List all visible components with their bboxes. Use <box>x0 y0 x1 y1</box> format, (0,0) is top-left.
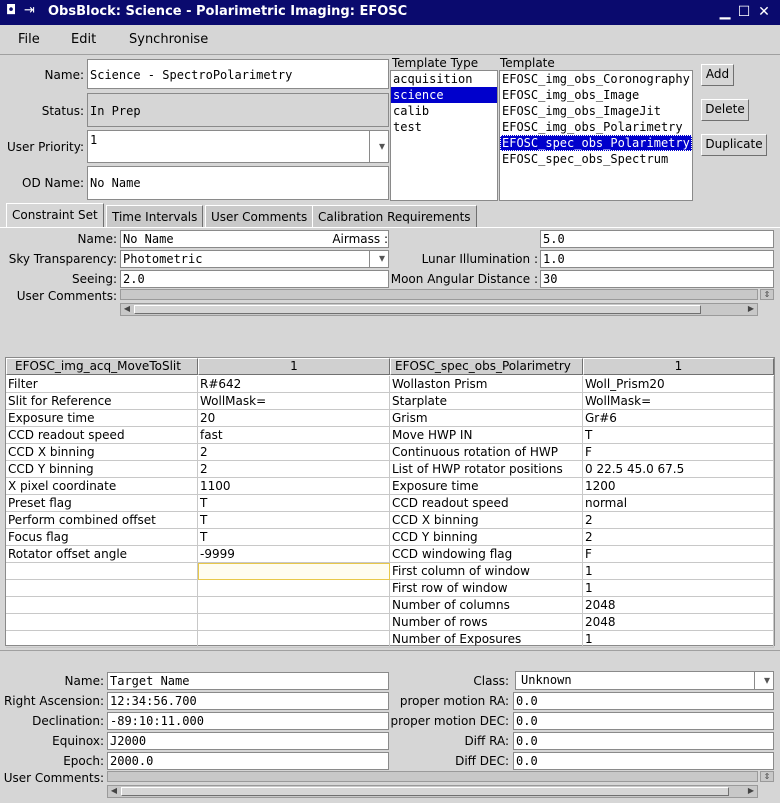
table-cell-value[interactable]: T <box>198 529 390 546</box>
table-cell-parameter: CCD windowing flag <box>390 546 583 563</box>
target-comments-scrollbar[interactable] <box>107 785 758 798</box>
table-cell-parameter: Wollaston Prism <box>390 376 583 393</box>
table-cell-parameter: Move HWP IN <box>390 427 583 444</box>
scroll-updown-icon[interactable]: ⇕ <box>760 771 774 782</box>
constraint-comments-area[interactable] <box>120 289 758 300</box>
menu-bar <box>0 25 780 55</box>
table-cell-value[interactable]: WollMask= <box>198 393 390 410</box>
template-parameter-table <box>5 357 775 646</box>
table-cell-parameter <box>6 563 198 580</box>
equinox-label: Equinox: <box>52 734 104 748</box>
table-cell-value[interactable]: F <box>583 444 774 461</box>
od-name-label: OD Name: <box>22 176 84 190</box>
template-type-item-selected[interactable]: science <box>391 87 497 103</box>
constraint-comments-label: User Comments: <box>16 289 117 303</box>
target-comments-area[interactable] <box>107 771 758 782</box>
title-bar[interactable] <box>0 0 780 25</box>
user-priority-label: User Priority: <box>6 140 84 154</box>
template-type-item[interactable]: acquisition <box>393 72 473 86</box>
right-template-count[interactable]: 1 <box>583 358 774 375</box>
target-name-label: Name: <box>64 674 104 688</box>
od-name-field[interactable]: No Name <box>87 166 389 200</box>
template-header: Template <box>500 56 555 70</box>
table-cell-value[interactable]: Gr#6 <box>583 410 774 427</box>
tab-calibration-requirements[interactable]: Calibration Requirements <box>312 205 477 227</box>
table-cell-parameter: CCD X binning <box>390 512 583 529</box>
table-cell-parameter: Number of rows <box>390 614 583 631</box>
declination-label: Declination: <box>32 714 104 728</box>
table-cell-value[interactable]: -9999 <box>198 546 390 563</box>
table-cell-value[interactable]: normal <box>583 495 774 512</box>
table-cell-value[interactable] <box>198 597 390 614</box>
proper-motion-dec-label: proper motion DEC: <box>390 714 509 728</box>
status-field: In Prep <box>87 93 389 127</box>
window-menu-icon[interactable]: ◘ <box>6 3 17 18</box>
table-cell-parameter <box>6 580 198 597</box>
epoch-field[interactable]: 2000.0 <box>107 752 389 770</box>
table-cell-value[interactable]: 2 <box>198 444 390 461</box>
template-list[interactable] <box>499 70 693 201</box>
scroll-right-icon[interactable]: ▶ <box>747 304 755 313</box>
menu-file[interactable]: File <box>18 32 40 47</box>
table-cell-value[interactable]: F <box>583 546 774 563</box>
template-type-list[interactable] <box>390 70 498 201</box>
right-ascension-field[interactable]: 12:34:56.700 <box>107 692 389 710</box>
table-cell-value[interactable]: 2 <box>583 529 774 546</box>
constraint-name-field[interactable]: No Name <box>120 230 389 248</box>
target-name-field[interactable]: Target Name <box>107 672 389 690</box>
table-cell-parameter: Slit for Reference <box>6 393 198 410</box>
table-cell-parameter: List of HWP rotator positions <box>390 461 583 478</box>
arrow-icon[interactable]: ⇥ <box>24 3 35 18</box>
sky-transparency-value: Photometric <box>123 252 203 266</box>
table-cell-parameter: Number of Exposures <box>390 631 583 648</box>
constraint-comments-scrollbar[interactable] <box>120 303 758 316</box>
duplicate-button[interactable]: Duplicate <box>701 134 767 156</box>
chevron-down-icon[interactable]: ▼ <box>378 141 385 152</box>
table-cell-value[interactable]: 2048 <box>583 597 774 614</box>
delete-button[interactable]: Delete <box>701 99 749 121</box>
menu-edit[interactable]: Edit <box>71 32 97 47</box>
status-label: Status: <box>41 104 84 118</box>
template-type-header: Template Type <box>392 56 479 70</box>
diff-dec-field[interactable]: 0.0 <box>513 752 774 770</box>
scroll-thumb[interactable] <box>121 787 729 796</box>
obsblock-name-field[interactable]: Science - SpectroPolarimetry <box>87 59 389 89</box>
sky-transparency-label: Sky Transparency: <box>8 252 117 266</box>
constraint-name-label: Name: <box>77 232 117 246</box>
tab-user-comments[interactable]: User Comments <box>205 205 313 227</box>
table-cell-parameter: Number of columns <box>390 597 583 614</box>
table-cell-parameter: X pixel coordinate <box>6 478 198 495</box>
right-ascension-label: Right Ascension: <box>3 694 104 708</box>
table-cell-value[interactable] <box>198 563 390 580</box>
dropdown-separator <box>754 672 755 689</box>
minimize-icon[interactable]: ▁ <box>719 4 731 20</box>
sky-transparency-dropdown[interactable] <box>120 250 389 268</box>
table-cell-value[interactable]: 1 <box>583 631 774 648</box>
table-cell-value[interactable]: T <box>583 427 774 444</box>
template-item[interactable]: EFOSC_img_obs_ImageJit <box>502 104 661 118</box>
user-priority-value: 1 <box>90 133 98 147</box>
table-cell-parameter: Filter <box>6 376 198 393</box>
section-divider <box>0 650 780 651</box>
table-cell-parameter: CCD readout speed <box>6 427 198 444</box>
table-cell-parameter: Rotator offset angle <box>6 546 198 563</box>
equinox-field[interactable]: J2000 <box>107 732 389 750</box>
table-cell-parameter: CCD X binning <box>6 444 198 461</box>
table-cell-parameter: Preset flag <box>6 495 198 512</box>
table-cell-value[interactable] <box>198 580 390 597</box>
moon-angular-distance-field[interactable]: 30 <box>540 270 774 288</box>
chevron-down-icon[interactable]: ▼ <box>763 675 770 686</box>
close-icon[interactable]: ✕ <box>758 4 770 20</box>
table-cell-value[interactable]: Woll_Prism20 <box>583 376 774 393</box>
table-cell-value[interactable]: 20 <box>198 410 390 427</box>
lunar-illumination-field[interactable]: 1.0 <box>540 250 774 268</box>
scroll-left-icon[interactable]: ◀ <box>110 786 118 795</box>
diff-ra-label: Diff RA: <box>464 734 509 748</box>
table-cell-value[interactable]: 1 <box>583 580 774 597</box>
table-cell-parameter <box>6 631 198 648</box>
table-cell-value[interactable]: 1 <box>583 563 774 580</box>
template-item[interactable]: EFOSC_img_obs_Polarimetry <box>502 120 683 134</box>
table-cell-value[interactable]: T <box>198 512 390 529</box>
scroll-updown-icon[interactable]: ⇕ <box>760 289 774 300</box>
diff-dec-label: Diff DEC: <box>455 754 509 768</box>
table-cell-parameter: CCD Y binning <box>390 529 583 546</box>
scroll-right-icon[interactable]: ▶ <box>747 786 755 795</box>
left-template-header[interactable]: EFOSC_img_acq_MoveToSlit <box>6 358 198 375</box>
tab-time-intervals[interactable]: Time Intervals <box>106 205 203 227</box>
table-cell-value[interactable] <box>198 631 390 648</box>
proper-motion-dec-field[interactable]: 0.0 <box>513 712 774 730</box>
table-cell-parameter <box>6 597 198 614</box>
chevron-down-icon[interactable]: ▼ <box>378 253 385 265</box>
airmass-label: Airmass : <box>332 232 388 246</box>
epoch-label: Epoch: <box>63 754 104 768</box>
table-cell-parameter: First row of window <box>390 580 583 597</box>
table-cell-parameter: Perform combined offset <box>6 512 198 529</box>
scroll-left-icon[interactable]: ◀ <box>123 304 131 313</box>
left-template-count[interactable]: 1 <box>198 358 390 375</box>
table-cell-parameter: Focus flag <box>6 529 198 546</box>
table-cell-parameter: Starplate <box>390 393 583 410</box>
table-cell-parameter: Continuous rotation of HWP <box>390 444 583 461</box>
table-cell-parameter: Grism <box>390 410 583 427</box>
maximize-icon[interactable]: ☐ <box>737 4 751 20</box>
table-cell-value[interactable]: 1200 <box>583 478 774 495</box>
table-cell-value[interactable] <box>198 614 390 631</box>
dropdown-separator <box>369 131 370 162</box>
table-cell-value[interactable]: fast <box>198 427 390 444</box>
add-button[interactable]: Add <box>701 64 734 86</box>
menu-synchronise[interactable]: Synchronise <box>129 32 209 47</box>
tab-divider <box>0 227 780 228</box>
table-cell-parameter: CCD Y binning <box>6 461 198 478</box>
tab-constraint-set[interactable]: Constraint Set <box>6 203 104 227</box>
name-label: Name: <box>44 68 84 82</box>
scroll-thumb[interactable] <box>134 305 701 314</box>
moon-angular-distance-label: Moon Angular Distance : <box>390 272 538 286</box>
declination-field[interactable]: -89:10:11.000 <box>107 712 389 730</box>
table-cell-parameter <box>6 614 198 631</box>
table-cell-value[interactable]: R#642 <box>198 376 390 393</box>
dropdown-separator <box>369 251 370 267</box>
template-item[interactable]: EFOSC_img_obs_Image <box>502 88 640 102</box>
template-item[interactable]: EFOSC_img_obs_Coronography <box>502 72 690 86</box>
table-cell-parameter: CCD readout speed <box>390 495 583 512</box>
table-cell-parameter: Exposure time <box>390 478 583 495</box>
class-dropdown[interactable] <box>515 671 774 690</box>
template-item[interactable]: EFOSC_spec_obs_Spectrum <box>502 152 669 166</box>
user-priority-dropdown[interactable] <box>87 130 389 163</box>
right-template-header[interactable]: EFOSC_spec_obs_Polarimetry <box>390 358 583 375</box>
table-cell-value[interactable]: T <box>198 495 390 512</box>
table-cell-parameter: Exposure time <box>6 410 198 427</box>
table-cell-value[interactable]: 0 22.5 45.0 67.5 <box>583 461 774 478</box>
class-value: Unknown <box>521 673 572 687</box>
seeing-label: Seeing: <box>72 272 117 286</box>
table-cell-value[interactable]: 2 <box>583 512 774 529</box>
template-type-item[interactable]: calib <box>393 104 430 118</box>
diff-ra-field[interactable]: 0.0 <box>513 732 774 750</box>
airmass-field[interactable]: 5.0 <box>540 230 774 248</box>
class-label: Class: <box>473 674 509 688</box>
table-cell-value[interactable]: 1100 <box>198 478 390 495</box>
proper-motion-ra-field[interactable]: 0.0 <box>513 692 774 710</box>
template-item-selected[interactable]: EFOSC_spec_obs_Polarimetry <box>500 135 692 151</box>
proper-motion-ra-label: proper motion RA: <box>399 694 509 708</box>
table-cell-parameter: First column of window <box>390 563 583 580</box>
lunar-illumination-label: Lunar Illumination : <box>421 252 538 266</box>
target-comments-label: User Comments: <box>3 771 104 785</box>
table-cell-value[interactable]: WollMask= <box>583 393 774 410</box>
template-type-item[interactable]: test <box>393 120 422 134</box>
table-cell-value[interactable]: 2 <box>198 461 390 478</box>
table-cell-value[interactable]: 2048 <box>583 614 774 631</box>
window-title: ObsBlock: Science - Polarimetric Imaging: EFOSC <box>48 4 408 19</box>
seeing-field[interactable]: 2.0 <box>120 270 389 288</box>
